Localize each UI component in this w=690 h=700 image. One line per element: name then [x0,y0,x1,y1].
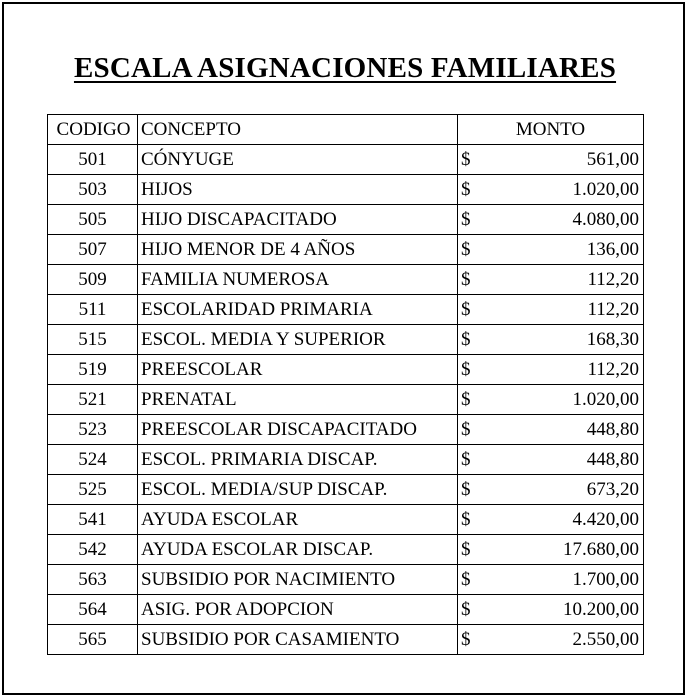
table-header-row [48,115,644,145]
row-concept: HIJO DISCAPACITADO [138,205,458,235]
currency-symbol: $ [461,329,471,350]
table-row [48,145,644,175]
currency-symbol: $ [461,239,471,260]
row-amount-cell [458,325,644,355]
row-amount-cell [458,505,644,535]
row-code: 565 [48,625,138,655]
table-row [48,325,644,355]
table-row [48,355,644,385]
row-concept: CÓNYUGE [138,145,458,175]
row-amount: 4.420,00 [572,509,639,530]
row-amount-cell [458,265,644,295]
row-amount-cell [458,385,644,415]
row-amount-cell [458,565,644,595]
row-amount: 561,00 [586,149,639,170]
row-concept: PREESCOLAR DISCAPACITADO [138,415,458,445]
row-amount: 10.200,00 [563,599,639,620]
row-concept: SUBSIDIO POR CASAMIENTO [138,625,458,655]
table-row [48,415,644,445]
row-concept: ESCOL. PRIMARIA DISCAP. [138,445,458,475]
row-concept: SUBSIDIO POR NACIMIENTO [138,565,458,595]
row-amount: 1.020,00 [572,179,639,200]
currency-symbol: $ [461,539,471,560]
row-amount: 448,80 [586,419,639,440]
row-amount: 4.080,00 [572,209,639,230]
currency-symbol: $ [461,509,471,530]
currency-symbol: $ [461,209,471,230]
currency-symbol: $ [461,629,471,650]
row-concept: ESCOL. MEDIA Y SUPERIOR [138,325,458,355]
row-amount: 1.020,00 [572,389,639,410]
table-row [48,595,644,625]
currency-symbol: $ [461,269,471,290]
row-amount-cell [458,205,644,235]
table-row [48,385,644,415]
row-code: 524 [48,445,138,475]
currency-symbol: $ [461,419,471,440]
row-code: 519 [48,355,138,385]
row-code: 507 [48,235,138,265]
currency-symbol: $ [461,149,471,170]
row-code: 525 [48,475,138,505]
row-amount-cell [458,295,644,325]
row-concept: HIJOS [138,175,458,205]
row-code: 563 [48,565,138,595]
table-row [48,265,644,295]
row-concept: AYUDA ESCOLAR [138,505,458,535]
column-header-amount: MONTO [458,115,644,145]
currency-symbol: $ [461,479,471,500]
row-amount: 112,20 [587,359,639,380]
row-amount: 2.550,00 [572,629,639,650]
row-code: 515 [48,325,138,355]
row-concept: HIJO MENOR DE 4 AÑOS [138,235,458,265]
row-code: 523 [48,415,138,445]
row-amount-cell [458,415,644,445]
row-code: 541 [48,505,138,535]
row-amount: 448,80 [586,449,639,470]
row-code: 542 [48,535,138,565]
row-concept: ASIG. POR ADOPCION [138,595,458,625]
row-amount-cell [458,535,644,565]
row-amount-cell [458,355,644,385]
row-amount: 112,20 [587,269,639,290]
table-row [48,235,644,265]
currency-symbol: $ [461,359,471,380]
row-amount-cell [458,445,644,475]
table-row [48,625,644,655]
currency-symbol: $ [461,569,471,590]
row-amount: 17.680,00 [563,539,639,560]
row-amount: 168,30 [586,329,639,350]
table-row [48,475,644,505]
row-amount-cell [458,595,644,625]
table-body [48,145,644,655]
row-code: 503 [48,175,138,205]
currency-symbol: $ [461,449,471,470]
row-amount-cell [458,235,644,265]
currency-symbol: $ [461,599,471,620]
row-amount-cell [458,475,644,505]
row-code: 505 [48,205,138,235]
row-concept: PRENATAL [138,385,458,415]
row-amount: 1.700,00 [572,569,639,590]
row-amount-cell [458,625,644,655]
row-concept: AYUDA ESCOLAR DISCAP. [138,535,458,565]
table-row [48,295,644,325]
row-concept: PREESCOLAR [138,355,458,385]
currency-symbol: $ [461,179,471,200]
row-amount-cell [458,145,644,175]
row-amount: 112,20 [587,299,639,320]
currency-symbol: $ [461,299,471,320]
column-header-code: CODIGO [48,115,138,145]
row-amount: 136,00 [586,239,639,260]
table-row [48,535,644,565]
row-code: 521 [48,385,138,415]
row-amount-cell [458,175,644,205]
column-header-concept: CONCEPTO [138,115,458,145]
table-row [48,565,644,595]
row-concept: FAMILIA NUMEROSA [138,265,458,295]
row-concept: ESCOLARIDAD PRIMARIA [138,295,458,325]
table-row [48,445,644,475]
row-amount: 673,20 [586,479,639,500]
allowances-table [47,114,644,655]
row-code: 509 [48,265,138,295]
row-concept: ESCOL. MEDIA/SUP DISCAP. [138,475,458,505]
currency-symbol: $ [461,389,471,410]
page-title: ESCALA ASIGNACIONES FAMILIARES [73,52,617,84]
row-code: 501 [48,145,138,175]
row-code: 564 [48,595,138,625]
table-row [48,505,644,535]
table-row [48,205,644,235]
table-row [48,175,644,205]
row-code: 511 [48,295,138,325]
